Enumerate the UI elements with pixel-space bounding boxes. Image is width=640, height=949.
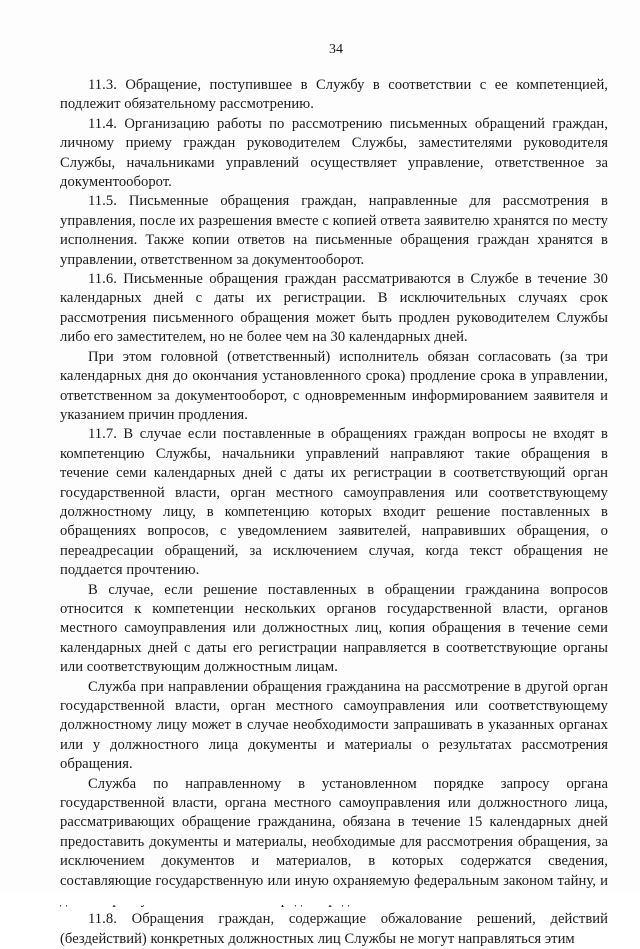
paragraph-11-7: 11.7. В случае если поставленные в обращениях граждан вопросы не входят в компетенцию Службы, начальники управлений направляют такие обращения в течение семи календарных дней с даты их регистрации в соответствующий орган государственной власти, орган местного самоуправления или соответствующему должностному лицу, в компетенцию которых входит решение поставленных в обращениях вопросов, с уведомлением заявителей, направивших обращения, о переадресации обращений, за исключением случая, когда текст обращения не поддается прочтению. (60, 426, 608, 579)
paragraph-11-7-provide-documents: Служба по направленному в установленном порядке запросу органа государственной власти, органа местного самоуправления или должностного лица, рассматривающих обращение гражданина, обязана в течение 15 календарных дней предоставить документы и материалы, необходимые для рассмотрения обращения, за исключением документов и материалов, в которых содержатся сведения, составляющие государственную или иную охраняемую федеральным законом тайну, и (60, 775, 608, 889)
paragraph-11-4: 11.4. Организацию работы по рассмотрению письменных обращений граждан, личному приему граждан руководителем Службы, заместителями руководителя Службы, начальниками управлений осуществляет управление, ответственное за документооборот. (60, 115, 608, 191)
paragraph-11-7-multiple-bodies: В случае, если решение поставленных в обращении гражданина вопросов относится к компетенции нескольких органов государственной власти, органов местного самоуправления или должностных лиц, копия обращения в течение семи календарных дней с даты его регистрации направляется в соответствующие органы или соответствующим должностным лицам. (60, 581, 608, 676)
paragraph-11-7-request-documents: Служба при направлении обращения гражданина на рассмотрение в другой орган государственной власти, орган местного самоуправления или соответствующему должностному лицу может в случае необходимости запрашивать в указанных органах или у должностного лица документы и материалы о результатах рассмотрения обращения. (60, 678, 608, 773)
paragraph-11-5: 11.5. Письменные обращения граждан, направленные для рассмотрения в управления, после их разрешения вместе с копией ответа заявителю хранятся по месту исполнения. Также копии ответов на письменные обращения граждан хранятся в управлении, ответственном за документооборот. (60, 193, 608, 268)
page-bottom-margin (0, 891, 640, 905)
page-number: 34 (329, 42, 343, 57)
paragraph-11-6: 11.6. Письменные обращения граждан рассматриваются в Службе в течение 30 календарных дней с даты их регистрации. В исключительных случаях срок рассмотрения письменного обращения может быть продлен руководителем Службы либо его заместителем, но не более чем на 30 календарных дней. (60, 271, 608, 346)
paragraph-11-6-extension: При этом головной (ответственный) исполнитель обязан согласовать (за три календарных дня до окончания установленного срока) продление срока в управлении, ответственном за документооборот, с одновременным информированием заявителя и указанием причин продления. (60, 348, 608, 423)
paragraph-11-3: 11.3. Обращение, поступившее в Службу в соответствии с ее компетенцией, подлежит обязательному рассмотрению. (60, 77, 608, 113)
paragraph-11-8: 11.8. Обращения граждан, содержащие обжалование решений, действий (бездействий) конкретных должностных лиц Службы не могут направляться этим (60, 911, 608, 947)
